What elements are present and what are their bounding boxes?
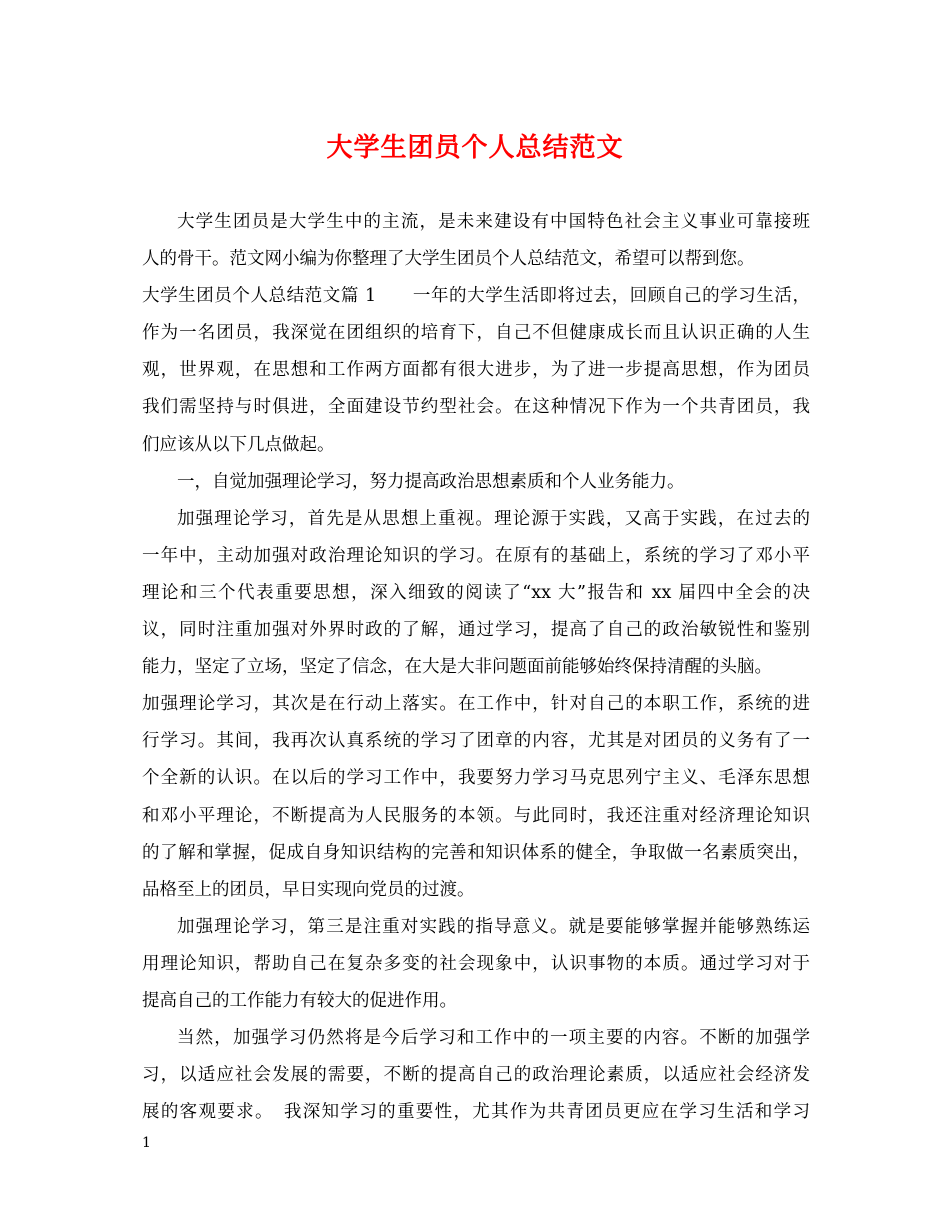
paragraph-line: 们应该从以下几点做起。 xyxy=(142,434,335,455)
document-body xyxy=(142,204,810,1131)
paragraph-line: 和邓小平理论，不断提高为人民服务的本领。与此同时，我还注重对经济理论知识 xyxy=(142,805,810,826)
paragraph-line: 加强理论学习，第三是注重对实践的指导意义。就是要能够掌握并能够熟练运 xyxy=(177,916,810,937)
paragraph-line: 议，同时注重加强对外界时政的了解，通过学习，提高了自己的政治敏锐性和鉴别 xyxy=(142,620,810,641)
paragraph-line: 的了解和掌握，促成自身知识结构的完善和知识体系的健全，争取做一名素质突出， xyxy=(142,842,810,863)
paragraph-line: 观，世界观，在思想和工作两方面都有很大进步，为了进一步提高思想，作为团员 xyxy=(142,360,810,381)
paragraph-line: 大学生团员个人总结范文篇 1 一年的大学生活即将过去，回顾自己的学习生活， xyxy=(142,286,810,307)
paragraph-line: 理论和三个代表重要思想，深入细致的阅读了“xx 大”报告和 xx 届四中全会的决 xyxy=(142,582,810,603)
paragraph-line: 加强理论学习，其次是在行动上落实。在工作中，针对自己的本职工作，系统的进 xyxy=(142,694,810,715)
paragraph-line: 一年中，主动加强对政治理论知识的学习。在原有的基础上，系统的学习了邓小平 xyxy=(142,545,810,566)
document-title: 大学生团员个人总结范文 xyxy=(326,133,624,163)
paragraph-line: 习，以适应社会发展的需要，不断的提高自己的政治理论素质，以适应社会经济发 xyxy=(142,1065,810,1086)
paragraph-line: 用理论知识，帮助自己在复杂多变的社会现象中，认识事物的本质。通过学习对于 xyxy=(142,953,810,974)
paragraph-line: 展的客观要求。 我深知学习的重要性，尤其作为共青团员更应在学习生活和学习 xyxy=(142,1102,810,1123)
paragraph-line: 提高自己的工作能力有较大的促进作用。 xyxy=(142,990,457,1011)
paragraph-line: 大学生团员是大学生中的主流，是未来建设有中国特色社会主义事业可靠接班 xyxy=(177,212,810,232)
paragraph-line: 当然，加强学习仍然将是今后学习和工作中的一项主要的内容。不断的加强学 xyxy=(177,1028,810,1049)
paragraph-line: 个全新的认识。在以后的学习工作中，我要努力学习马克思列宁主义、毛泽东思想 xyxy=(142,768,810,789)
paragraph-line: 品格至上的团员，早日实现向党员的过渡。 xyxy=(142,879,475,900)
paragraph-line: 加强理论学习，首先是从思想上重视。理论源于实践，又高于实践，在过去的 xyxy=(177,508,810,529)
paragraph-line: 行学习。其间，我再次认真系统的学习了团章的内容，尤其是对团员的义务有了一 xyxy=(142,731,810,752)
paragraph-line: 能力，坚定了立场，坚定了信念，在大是大非问题面前能够始终保持清醒的头脑。 xyxy=(142,657,772,678)
page-number: 1 xyxy=(142,1135,151,1151)
paragraph-line: 我们需坚持与时俱进，全面建设节约型社会。在这种情况下作为一个共青团员，我 xyxy=(142,397,810,418)
paragraph-line: 作为一名团员，我深觉在团组织的培育下，自己不但健康成长而且认识正确的人生 xyxy=(142,323,810,344)
paragraph-line: 人的骨干。范文网小编为你整理了大学生团员个人总结范文，希望可以帮到您。 xyxy=(142,249,755,270)
paragraph-line: 一，自觉加强理论学习，努力提高政治思想素质和个人业务能力。 xyxy=(177,471,685,492)
